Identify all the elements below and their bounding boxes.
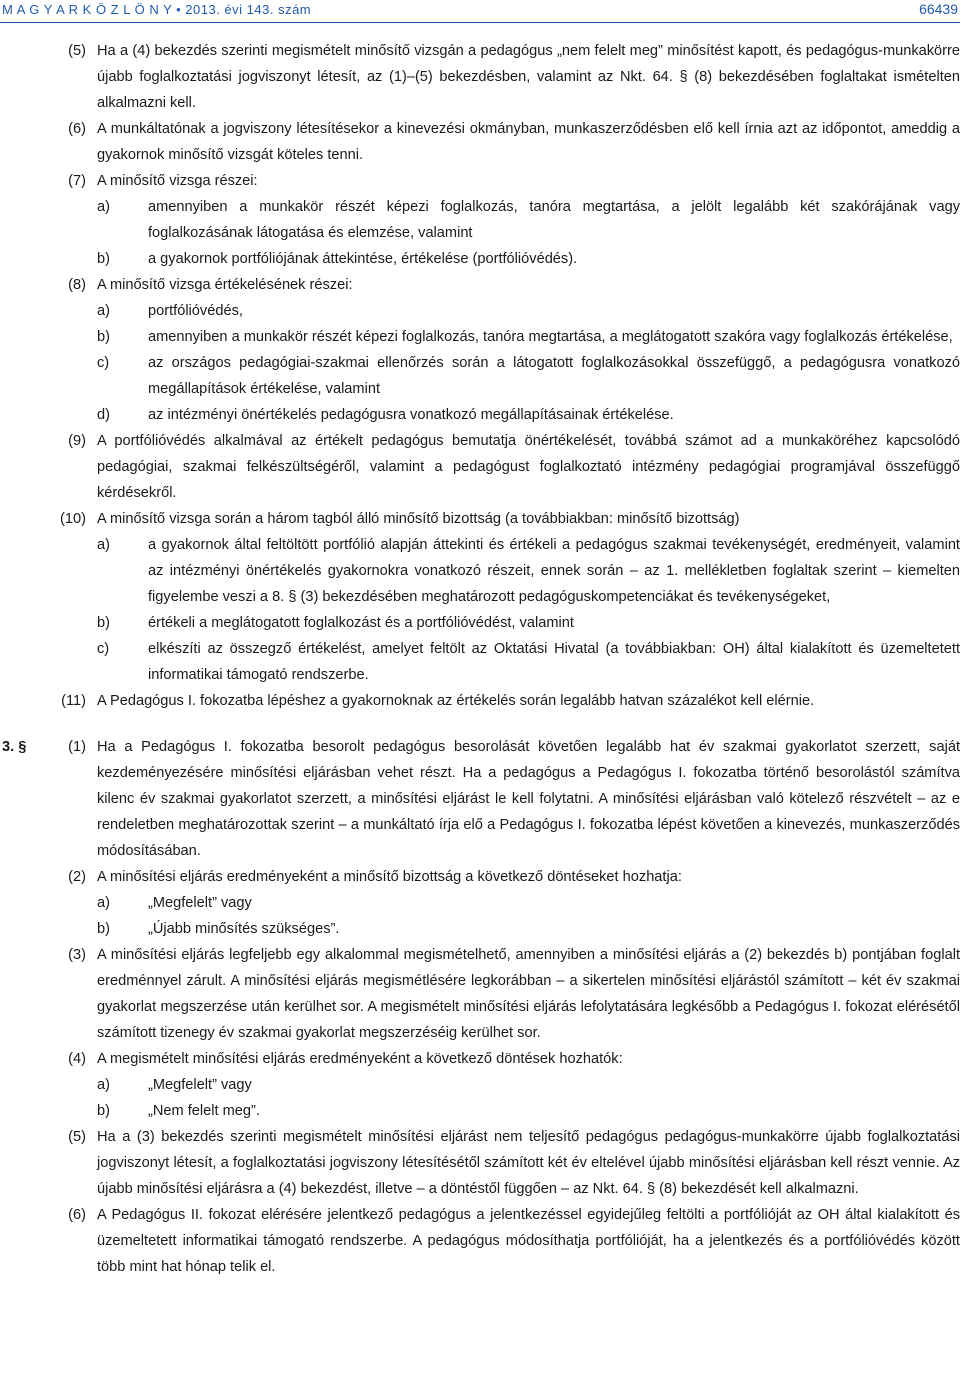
list-item	[97, 194, 960, 246]
list-item-label: a)	[97, 537, 110, 553]
paragraph-text: A minősítési eljárás legfeljebb egy alkalommal megismételhető, amennyiben a minősítési eljárás a (2) bekezdés b) pontjában foglalt eredménnyel zárult. A minősítési eljárás megismétlésére legkorábban – a sikertelen minősítési eljárástól számított – két év szakmai gyakorlat megszerzése után kerülhet sor. A megismételt minősítési eljárás lefolytatására legkésőbb a Pedagógus I. fokozat elérésétől számított tizenegy év szakmai gyakorlat megszerzéséig kerülhet sor.	[97, 947, 960, 1041]
article-3	[0, 734, 960, 1280]
paragraph-number: (2)	[68, 869, 86, 885]
paragraph	[0, 272, 960, 428]
list-item	[97, 532, 960, 610]
paragraph-text: A megismételt minősítési eljárás eredményeként a következő döntések hozhatók:	[97, 1051, 623, 1067]
list-item-label: c)	[97, 641, 110, 657]
paragraph-number: (1)	[68, 739, 86, 755]
list-item-text: az országos pedagógiai-szakmai ellenőrzés során a látogatott foglalkozásokkal összefüggő, a pedagógusra vonatkozó megállapítások értékelése, valamint	[148, 355, 960, 397]
list-item-text: „Újabb minősítés szükséges”.	[148, 921, 340, 937]
paragraph-text: A portfólióvédés alkalmával az értékelt pedagógus bemutatja önértékelését, továbbá számot ad a munkaköréhez kapcsolódó pedagógiai, szakmai felkészültségéről, valamint a pedagógust foglalkoztató intézmény pedagógiai programjával összefüggő kérdésekről.	[97, 433, 960, 501]
paragraph	[0, 116, 960, 168]
list-item	[97, 246, 960, 272]
paragraph-number: (3)	[68, 947, 86, 963]
paragraph	[0, 168, 960, 272]
list-item-label: a)	[97, 1077, 110, 1093]
list-item-label: c)	[97, 355, 110, 371]
paragraph-number: (11)	[61, 693, 86, 709]
list-item	[97, 402, 960, 428]
paragraph-number: (4)	[68, 1051, 86, 1067]
paragraph-number: (7)	[68, 173, 86, 189]
section-gap	[0, 714, 960, 734]
paragraph-number: (6)	[68, 121, 86, 137]
paragraph	[0, 734, 960, 864]
list-item	[97, 890, 960, 916]
list-item	[97, 1072, 960, 1098]
paragraph-text: A minősítő vizsga során a három tagból álló minősítő bizottság (a továbbiakban: minősítő bizottság)	[97, 511, 740, 527]
paragraph-number: (10)	[60, 511, 86, 527]
paragraph-text: A minősítő vizsga részei:	[97, 173, 258, 189]
paragraph-text: A Pedagógus II. fokozat elérésére jelentkező pedagógus a jelentkezéssel egyidejűleg feltölti a portfólióját az OH által kialakított és üzemeltetett informatikai támogató rendszerbe. A pedagógus módosíthatja portfólióját, ha a jelentkezés és a portfólióvédés között több mint hat hónap telik el.	[97, 1207, 960, 1275]
list-item-text: elkészíti az összegző értékelést, amelyet feltölt az Oktatási Hivatal (a továbbiakban: OH) által kialakított és üzemeltetett informatikai támogató rendszerbe.	[148, 641, 960, 683]
list-item	[97, 610, 960, 636]
paragraph-text: Ha a Pedagógus I. fokozatba besorolt pedagógus besorolását követően legalább hat év szakmai gyakorlatot szerzett, saját kezdeményezésére minősítési eljárásban vehet részt. Ha a pedagógus a Pedagógus I. fokozatba történő besorolástól számítva kilenc év szakmai gyakorlatot szerzett, a minősítési eljárást le kell folytatni. A minősítési eljárásban való kötelező részvételt – az e rendeletben meghatározottak szerint – a munkáltató írja elő a Pedagógus I. fokozatba lépést követően a kinevezés, munkaszerződés módosításában.	[97, 739, 960, 859]
list-item	[97, 350, 960, 402]
paragraph	[0, 428, 960, 506]
paragraph	[0, 1202, 960, 1280]
list-item-text: „Megfelelt” vagy	[148, 895, 252, 911]
paragraph-number: (5)	[68, 43, 86, 59]
paragraph	[0, 942, 960, 1046]
list-item-text: az intézményi önértékelés pedagógusra vonatkozó megállapításainak értékelése.	[148, 407, 674, 423]
list-item	[97, 324, 960, 350]
paragraph	[0, 1046, 960, 1124]
paragraph-text: A minősítési eljárás eredményeként a minősítő bizottság a következő döntéseket hozhatja:	[97, 869, 682, 885]
paragraph-text: A Pedagógus I. fokozatba lépéshez a gyakornoknak az értékelés során legalább hatvan százalékot kell elérnie.	[97, 693, 815, 709]
paragraph-text: A minősítő vizsga értékelésének részei:	[97, 277, 353, 293]
list-item-label: d)	[97, 407, 110, 423]
list-item-label: b)	[97, 1103, 110, 1119]
list-item	[97, 298, 960, 324]
list-item	[97, 636, 960, 688]
list-item-text: „Megfelelt” vagy	[148, 1077, 252, 1093]
list-item-label: b)	[97, 615, 110, 631]
paragraph-text: Ha a (4) bekezdés szerinti megismételt minősítő vizsgán a pedagógus „nem felelt meg” minősítést kapott, és pedagógus-munkakörre újabb foglalkoztatási jogviszonyt létesít, az (1)–(5) bekezdésben, valamint az Nkt. 64. § (8) bekezdésében foglaltakat ismételten alkalmazni kell.	[97, 43, 960, 111]
page-header	[0, 0, 960, 23]
list-item-text: a gyakornok portfóliójának áttekintése, értékelése (portfólióvédés).	[148, 251, 578, 267]
paragraph-number: (9)	[68, 433, 86, 449]
list-item-text: amennyiben a munkakör részét képezi foglalkozás, tanóra megtartása, a jelölt legalább két szakórájának vagy foglalkozásának látogatása és elemzése, valamint	[148, 199, 960, 241]
list-item-text: portfólióvédés,	[148, 303, 243, 319]
list-item-label: a)	[97, 895, 110, 911]
paragraph-number: (6)	[68, 1207, 86, 1223]
list-item-text: amennyiben a munkakör részét képezi foglalkozás, tanóra megtartása, a meglátogatott szakóra vagy foglalkozás értékelése,	[148, 329, 953, 345]
list-item-label: b)	[97, 251, 110, 267]
paragraph-text: A munkáltatónak a jogviszony létesítésekor a kinevezési okmányban, munkaszerződésben elő kell írnia azt az időpontot, ameddig a gyakornok minősítő vizsgát köteles tenni.	[97, 121, 960, 163]
list-item-label: a)	[97, 303, 110, 319]
paragraph	[0, 864, 960, 942]
list-item-text: értékeli a meglátogatott foglalkozást és a portfólióvédést, valamint	[148, 615, 574, 631]
paragraph	[0, 1124, 960, 1202]
article-number: 3. §	[2, 739, 27, 755]
paragraph	[0, 506, 960, 688]
paragraph-number: (8)	[68, 277, 86, 293]
list-item-text: a gyakornok által feltöltött portfólió alapján áttekinti és értékeli a pedagógus szakmai tevékenységét, eredményeit, valamint az intézményi önértékelés gyakornokra vonatkozó részeit, ennek során – az 1. mellékletben foglaltak szerint – kiemelten figyelembe veszi a 8. § (3) bekezdésében meghatározott pedagóguskompetenciákat és tevékenységeket,	[148, 537, 960, 605]
journal-title: M A G Y A R K Ö Z L Ö N Y • 2013. évi 143. szám	[2, 2, 312, 17]
paragraph-number: (5)	[68, 1129, 86, 1145]
list-item-label: b)	[97, 329, 110, 345]
list-item	[97, 1098, 960, 1124]
document-body	[0, 38, 960, 1280]
list-item	[97, 916, 960, 942]
list-item-text: „Nem felelt meg”.	[148, 1103, 260, 1119]
paragraph	[0, 38, 960, 116]
paragraph	[0, 688, 960, 714]
paragraph-text: Ha a (3) bekezdés szerinti megismételt minősítési eljárást nem teljesítő pedagógus pedagógus-munkakörre újabb foglalkoztatási jogviszonyt létesít, a foglalkoztatási jogviszony létesítésétől számított két év eltelével újabb minősítési eljárásban kell részt vennie. Az újabb minősítési eljárásra a (4) bekezdést, illetve – a döntéstől függően – az Nkt. 64. § (8) bekezdését kell alkalmazni.	[97, 1129, 960, 1197]
page-number: 66439	[919, 1, 958, 17]
list-item-label: b)	[97, 921, 110, 937]
list-item-label: a)	[97, 199, 110, 215]
